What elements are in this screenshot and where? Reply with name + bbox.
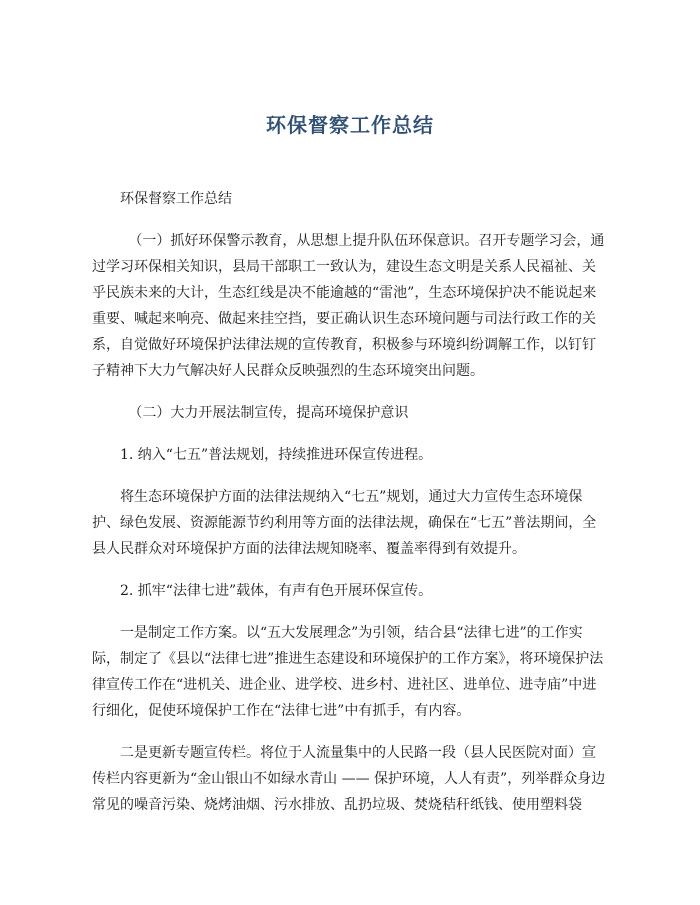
document-title: 环保督察工作总结: [266, 113, 434, 137]
subsection-heading-1: 1. 纳入“七五”普法规划，持续推进环保宣传进程。: [120, 447, 433, 463]
paragraph-section-1: （一）抓好环保警示教育，从思想上提升队伍环保意识。召开专题学习会，通过学习环保相关知识，县局干部职工一致认为，建设生态文明是关系人民福祉、关乎民族未来的大计，生态红线是决不能逾越的“雷池”，生态环境保护决不能说起来重要、喊起来响亮、做起来挂空挡，要正确认识生态环境问题与司法行政工作的关系，自觉做好环境保护法律法规的宣传教育，积极参与环境纠纷调解工作，以钉钉子精神下大力气解决好人民群众反映强烈的生态环境突出问题。: [92, 233, 605, 379]
subsection-heading-2: 2. 抓牢“法律七进”载体，有声有色开展环保宣传。: [120, 583, 433, 599]
document-body: [92, 186, 606, 834]
paragraph-subsection-1: 将生态环境保护方面的法律法规纳入“七五”规划，通过大力宣传生态环境保护、绿色发展、资源能源节约利用等方面的法律法规，确保在“七五”普法期间，全县人民群众对环境保护方面的法律法规知晓率、覆盖率得到有效提升。: [92, 489, 597, 557]
paragraph-work-plan: 一是制定工作方案。以“五大发展理念”为引领，结合县“法律七进”的工作实际，制定了《县以“法律七进”推进生态建设和环境保护的工作方案》，将环境保护法律宣传工作在“进机关、进企业、进学校、进乡村、进社区、进单位、进寺庙”中进行细化，促使环境保护工作在“法律七进”中有抓手，有内容。: [92, 625, 604, 719]
paragraph-bulletin-board: 二是更新专题宣传栏。将位于人流量集中的人民路一段（县人民医院对面）宣传栏内容更新为“金山银山不如绿水青山 —— 保护环境，人人有责”，列举群众身边常见的噪音污染、烧烤油烟、污水排放、乱扔垃圾、焚烧秸秆纸钱、使用塑料袋: [92, 745, 606, 813]
body-heading: 环保督察工作总结: [120, 191, 232, 207]
section-heading-2: （二）大力开展法制宣传，提高环境保护意识: [128, 405, 409, 421]
